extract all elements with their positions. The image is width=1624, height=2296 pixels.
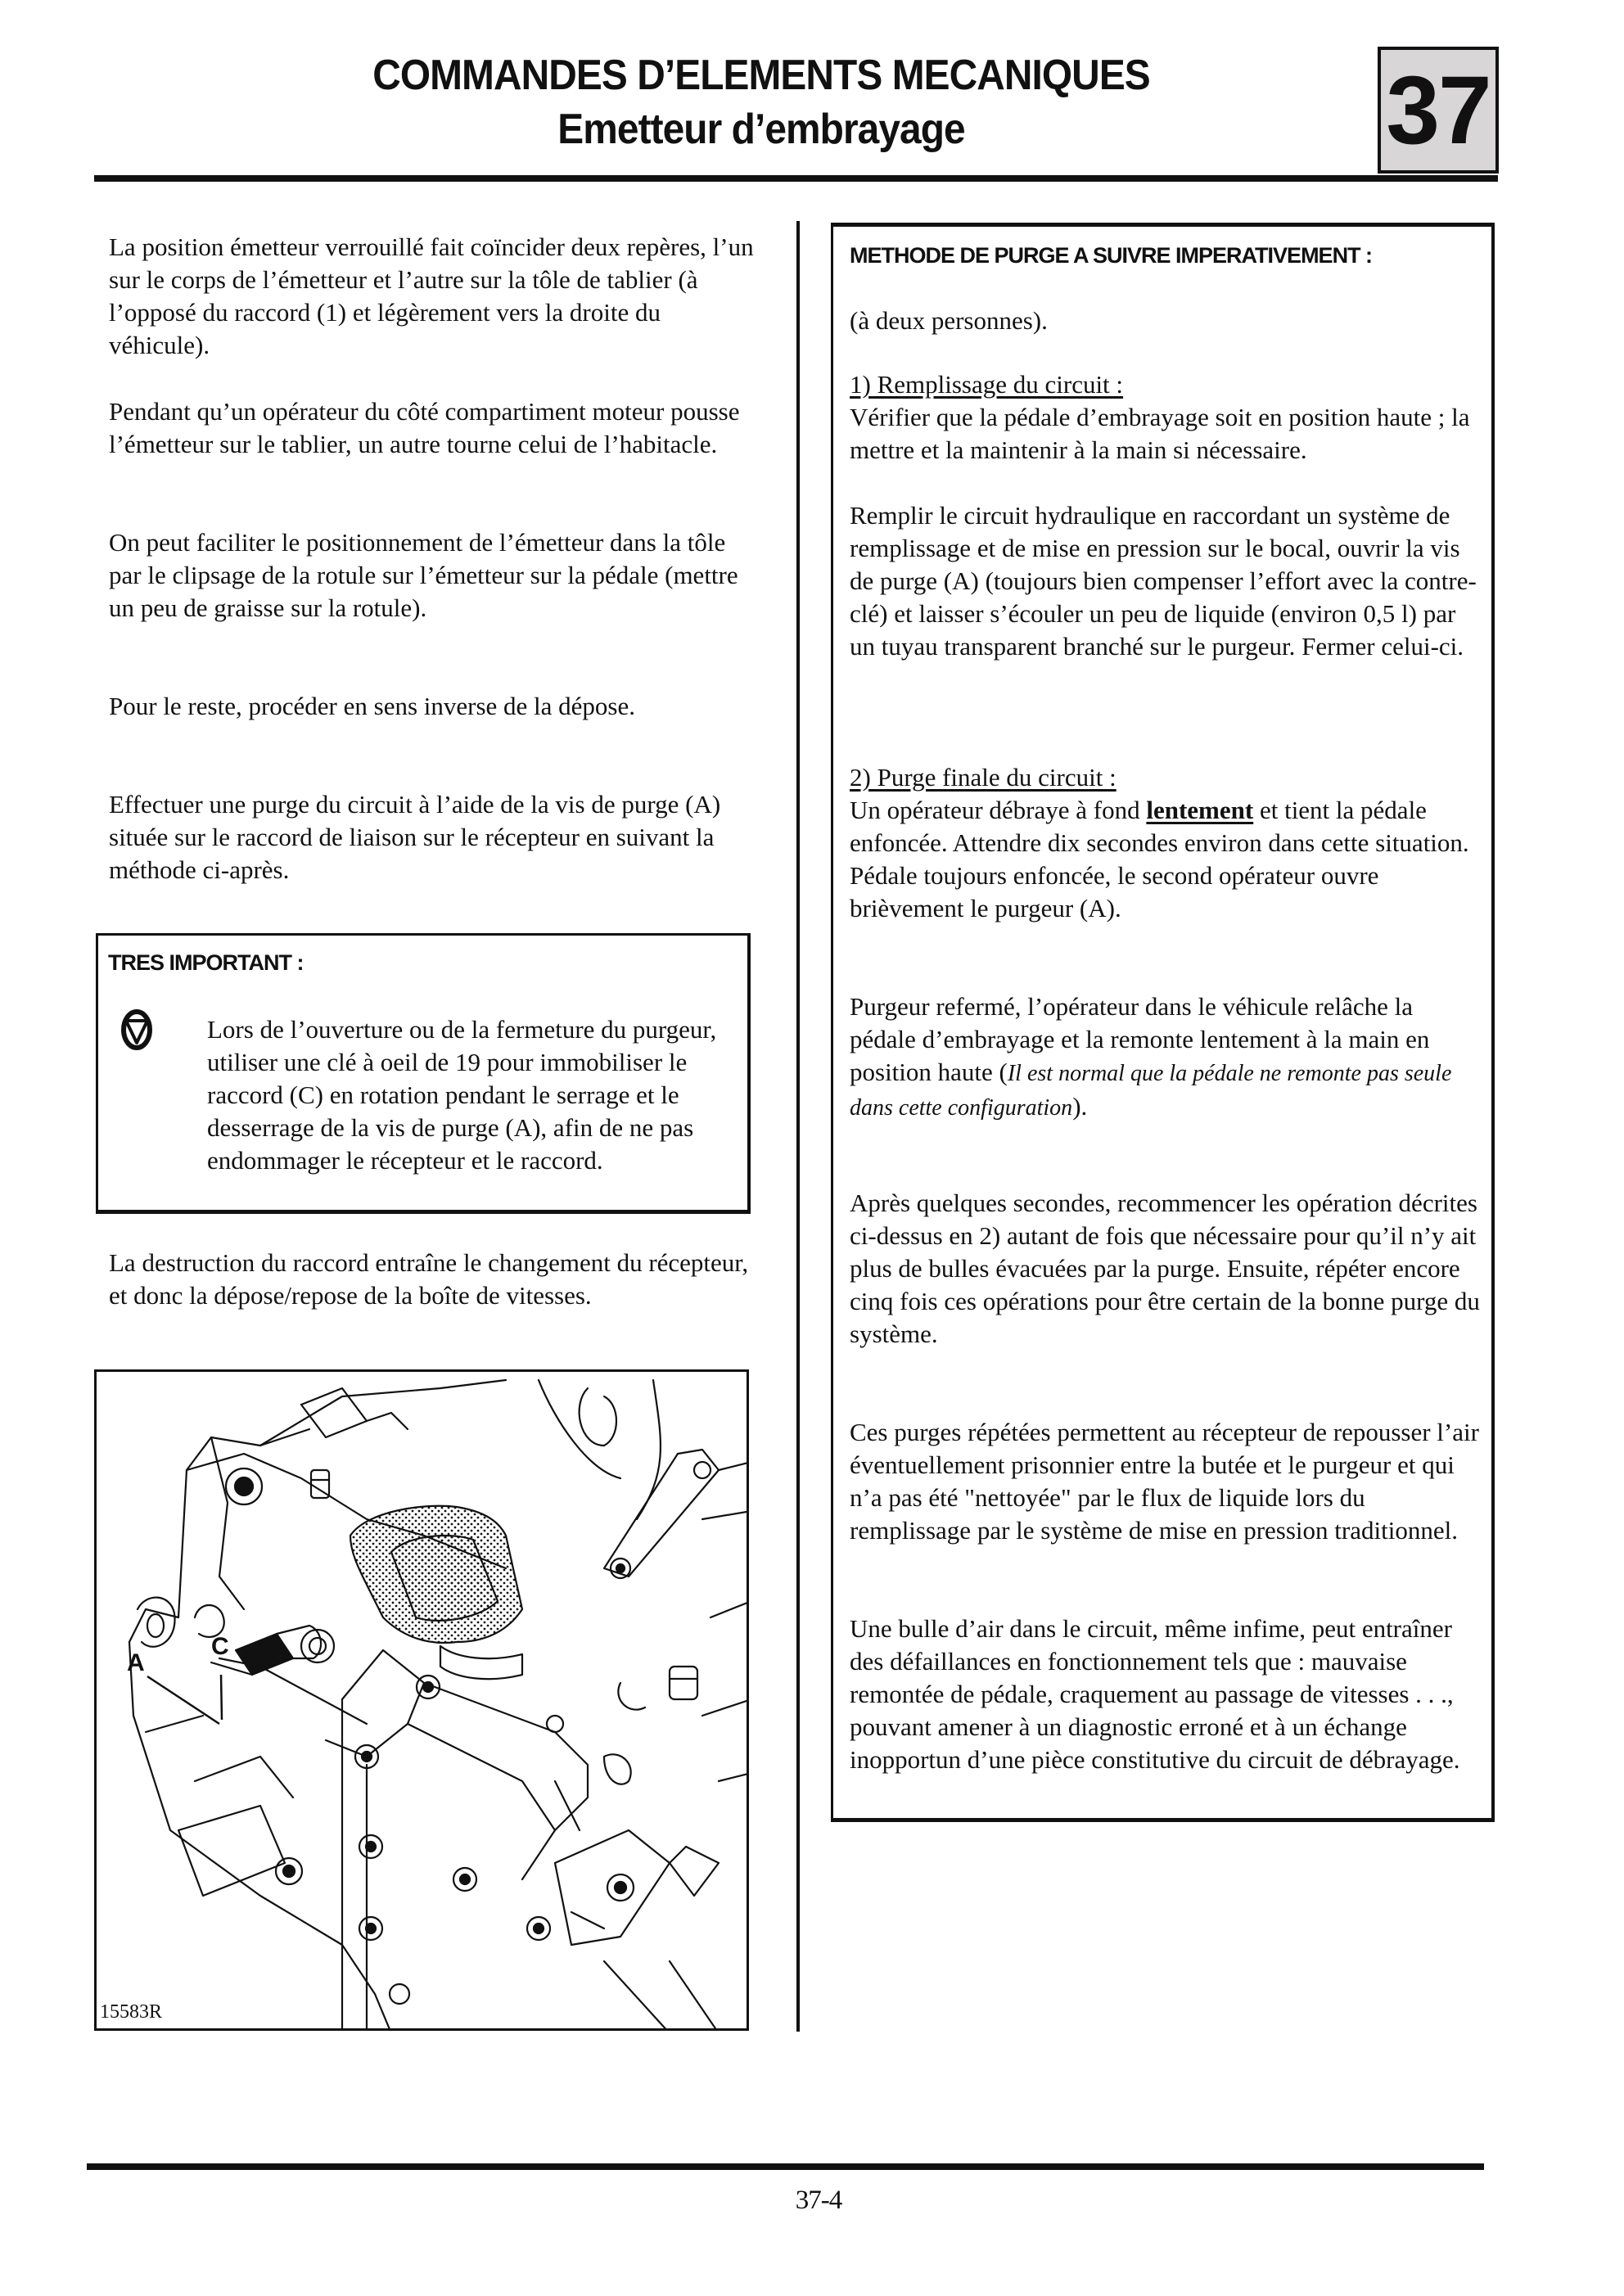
label-c: C [211,1633,229,1660]
step1-text-fill: Remplir le circuit hydraulique en raccordant un système de remplissage et de mise en pression sur le bocal, ouvrir la vis de purge (A) (toujours bien compenser l’effort avec la contre-clé) et laisser s’écouler un peu de liquide (environ 0,5 l) par un tuyau transparent branché sur le purgeur. Fermer celui-ci. [850,501,1477,661]
air-paragraph: Ces purges répétées permettent au récepteur de repousser l’air éventuellement prisonnier entre la butée et le purgeur et qui n’a pas été "nettoyée" par le flux de liquide lors du remplissage par le système de mise en pression traditionnel. [850,1418,1479,1545]
stop-warning-icon [120,1005,153,1054]
section-number: 37 [1386,56,1491,165]
paragraph-destruction: La destruction du raccord entraîne le changement du récepteur, et donc la dépose/repose de la boîte de vitesses. [109,1248,749,1310]
step1-text-check: Vérifier que la pédale d’embrayage soit en position haute ; la mettre et la maintenir à la main si nécessaire. [850,403,1470,464]
gearbox-diagram [94,1369,749,2031]
figure-reference: 15583R [100,2001,165,2023]
step1-title: 1) Remplissage du circuit : [850,370,1124,399]
repeat-paragraph: Après quelques secondes, recommencer les opération décrites ci-dessus en 2) autant de fois que nécessaire pour qu’il n’y ait plus de bulles évacuées par la purge. Ensuite, répéter encore cinq fois ces opérations pour être certain de la bonne purge du système. [850,1189,1480,1348]
step2-title: 2) Purge finale du circuit : [850,763,1116,792]
step2-text-start: Un opérateur débraye à fond [850,796,1147,824]
step2-text-end: et tient la pédale enfoncée. Attendre dix secondes environ dans cette situation. Pédale toujours enfoncée, le second opérateur ouvre brièvement le purgeur (A). [850,796,1469,922]
method-subheading: (à deux personnes). [850,306,1048,335]
page-subtitle: Emetteur d’embrayage [557,106,965,153]
important-notice-box [96,933,751,1214]
page-title: COMMANDES D’ELEMENTS MECANIQUES [372,52,1150,99]
paragraph-purge: Effectuer une purge du circuit à l’aide de la vis de purge (A) située sur le raccord de liaison sur le récepteur en suivant la méthode ci-après. [109,790,721,884]
step2-emphasis-slowly: lentement [1146,796,1254,824]
column-divider [796,221,800,2032]
purge-method-box [831,223,1495,1822]
label-a: A [127,1649,145,1676]
header-rule [94,175,1498,182]
paragraph-operator: Pendant qu’un opérateur du côté compartiment moteur pousse l’émetteur sur le tablier, un autre tourne celui de l’habitacle. [109,397,740,458]
paragraph-reverse: Pour le reste, procéder en sens inverse de la dépose. [109,692,636,720]
release-paragraph [850,990,1480,1125]
footer-rule [87,2163,1484,2170]
step2-text [850,794,1480,925]
paragraph-position: La position émetteur verrouillé fait coïncider deux repères, l’un sur le corps de l’émetteur et l’autre sur la tôle de tablier (à l’opposé du raccord (1) et légèrement vers la droite du véhicule). [109,232,754,359]
page-number: 37-4 [795,2185,842,2215]
bubble-paragraph: Une bulle d’air dans le circuit, même infime, peut entraîner des défaillances en fonctionnement tels que : mauvaise remontée de pédale, craquement au passage de vitesses . . ., pouvant amener à un diagnostic erroné et à un échange inopportun d’une pièce constitutive du circuit de débrayage. [850,1614,1460,1774]
section-badge [1378,47,1499,174]
release-note-italic: Il est normal que la pédale ne remonte pas seule dans cette configuration [850,1061,1452,1121]
release-text: Purgeur refermé, l’opérateur dans le véhicule relâche la pédale d’embrayage et la remonte lentement à la main en position haute ( [850,992,1430,1086]
gearbox-line-drawing [97,1372,749,2031]
important-text: Lors de l’ouverture ou de la fermeture du purgeur, utiliser une clé à oeil de 19 pour immobiliser le raccord (C) en rotation pendant le serrage et le desserrage de la vis de purge (A), afin de ne pas endommager le récepteur et le raccord. [207,1015,717,1175]
release-text-end: ). [1072,1092,1088,1121]
method-heading: METHODE DE PURGE A SUIVRE IMPERATIVEMENT : [850,243,1373,268]
important-heading: TRES IMPORTANT : [108,950,304,975]
paragraph-positioning: On peut faciliter le positionnement de l’émetteur dans la tôle par le clipsage de la rotule sur l’émetteur sur la pédale (mettre un peu de graisse sur la rotule). [109,528,738,622]
